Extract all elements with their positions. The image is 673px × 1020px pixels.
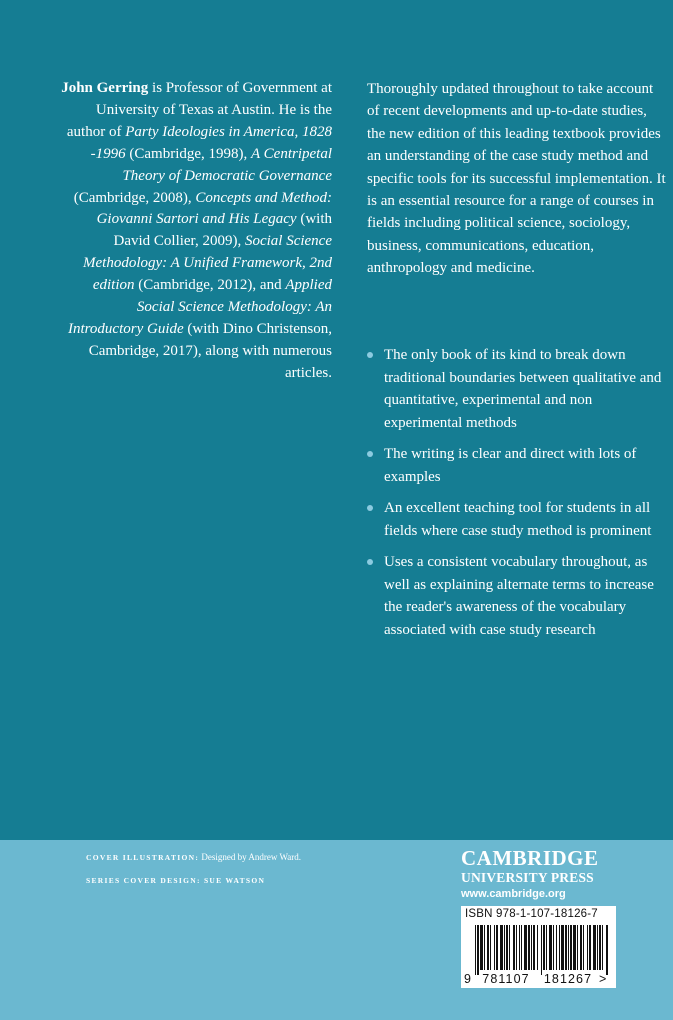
- series-design-credit: SERIES COVER DESIGN: SUE WATSON: [86, 876, 266, 885]
- barcode-bar: [549, 925, 552, 970]
- barcode-bar: [494, 925, 495, 970]
- barcode-bar: [597, 925, 598, 970]
- book-description: Thoroughly updated throughout to take account of recent developments and up-to-date studies, the new edition of this leading textbook provides an understanding of the case study method and specific tools for its successful implementation. It is an essential resource for a range of courses in fields including political science, sociology, business, communications, education, anthropology and medicine.: [367, 81, 666, 277]
- barcode-bar: [559, 925, 560, 970]
- barcode-bar: [546, 925, 547, 970]
- barcode-bar: [541, 925, 542, 975]
- bullet-icon: [367, 505, 373, 511]
- publisher-name: CAMBRIDGE: [461, 846, 599, 870]
- barcode-bars: [473, 925, 609, 975]
- barcode-bar: [487, 925, 489, 970]
- book-title: A Centripetal Theory of Democratic Governance: [122, 145, 332, 184]
- barcode-bar: [587, 925, 588, 970]
- publisher-logo: [461, 847, 621, 902]
- barcode-bar: [583, 925, 584, 970]
- bullet-icon: [367, 451, 373, 457]
- barcode-bar: [509, 925, 510, 970]
- barcode-bar: [516, 925, 517, 970]
- book-title: Applied Social Science Methodology: An Introductory Guide: [67, 277, 332, 337]
- barcode-bar: [577, 925, 578, 970]
- publisher-subtitle: UNIVERSITY PRESS: [461, 870, 594, 885]
- barcode-bar: [528, 925, 530, 970]
- barcode-bar: [553, 925, 554, 970]
- barcode-bar: [484, 925, 485, 970]
- barcode-bar: [593, 925, 596, 970]
- author-name: John Gerring: [61, 80, 149, 96]
- barcode-bar: [521, 925, 522, 970]
- barcode-bar: [580, 925, 582, 970]
- barcode-digits: 9 781107 181267 >: [463, 972, 608, 986]
- book-title: Party Ideologies in America, 1828 -1996: [90, 123, 332, 162]
- barcode-bar: [556, 925, 557, 970]
- barcode-bar: [570, 925, 572, 970]
- barcode-bar: [599, 925, 601, 970]
- barcode-bar: [480, 925, 483, 970]
- barcode-bar: [504, 925, 505, 970]
- feature-item: An excellent teaching tool for students in all fields where case study method is prominent: [367, 497, 667, 542]
- barcode-bar: [533, 925, 535, 970]
- isbn-barcode: [461, 906, 616, 988]
- isbn-text: ISBN 978-1-107-18126-7: [465, 908, 598, 920]
- bullet-icon: [367, 352, 373, 358]
- feature-list: [367, 344, 667, 650]
- barcode-bar: [513, 925, 515, 970]
- barcode-bar: [477, 925, 479, 975]
- feature-item: The only book of its kind to break down traditional boundaries between qualitative and quantitative, experimental and non experimental methods: [367, 344, 667, 434]
- barcode-bar: [561, 925, 564, 970]
- barcode-bar: [568, 925, 569, 970]
- cover-illustration-credit: COVER ILLUSTRATION: Designed by Andrew Ward.: [86, 852, 301, 862]
- barcode-bar: [524, 925, 527, 970]
- book-title: Concepts and Method: Giovanni Sartori and His Legacy: [96, 189, 332, 228]
- barcode-bar: [537, 925, 538, 970]
- book-title: Social Science Methodology: A Unified Framework, 2nd edition: [83, 233, 332, 294]
- barcode-bar: [573, 925, 576, 970]
- barcode-bar: [531, 925, 532, 970]
- barcode-bar: [490, 925, 491, 970]
- feature-item: Uses a consistent vocabulary throughout, as well as explaining alternate terms to increase the reader's awareness of the vocabulary associated with case study research: [367, 551, 667, 641]
- barcode-bar: [602, 925, 603, 970]
- barcode-bar: [475, 925, 476, 975]
- barcode-bar: [589, 925, 591, 970]
- barcode-bar: [543, 925, 545, 970]
- barcode-bar: [519, 925, 520, 970]
- author-bio: John Gerring is Professor of Government at University of Texas at Austin. He is the author of Party Ideologies in America, 1828 -1996 (Cambridge, 1998), A Centripetal Theory of Democratic Governance (Cambridge, 2008), Concepts and Method: Giovanni Sartori and His Legacy (with David Collier, 2009), Social Science Methodology: A Unified Framework, 2nd edition (Cambridge, 2012), and Applied Social Science Methodology: An Introductory Guide (with Dino Christenson, Cambridge, 2017), along with numerous articles.: [61, 80, 332, 381]
- barcode-bar: [496, 925, 498, 970]
- publisher-url: www.cambridge.org: [461, 888, 566, 900]
- barcode-bar: [500, 925, 503, 970]
- bullet-icon: [367, 559, 373, 565]
- feature-item: The writing is clear and direct with lots of examples: [367, 443, 667, 488]
- barcode-bar: [606, 925, 608, 975]
- barcode-bar: [506, 925, 508, 970]
- barcode-bar: [565, 925, 567, 970]
